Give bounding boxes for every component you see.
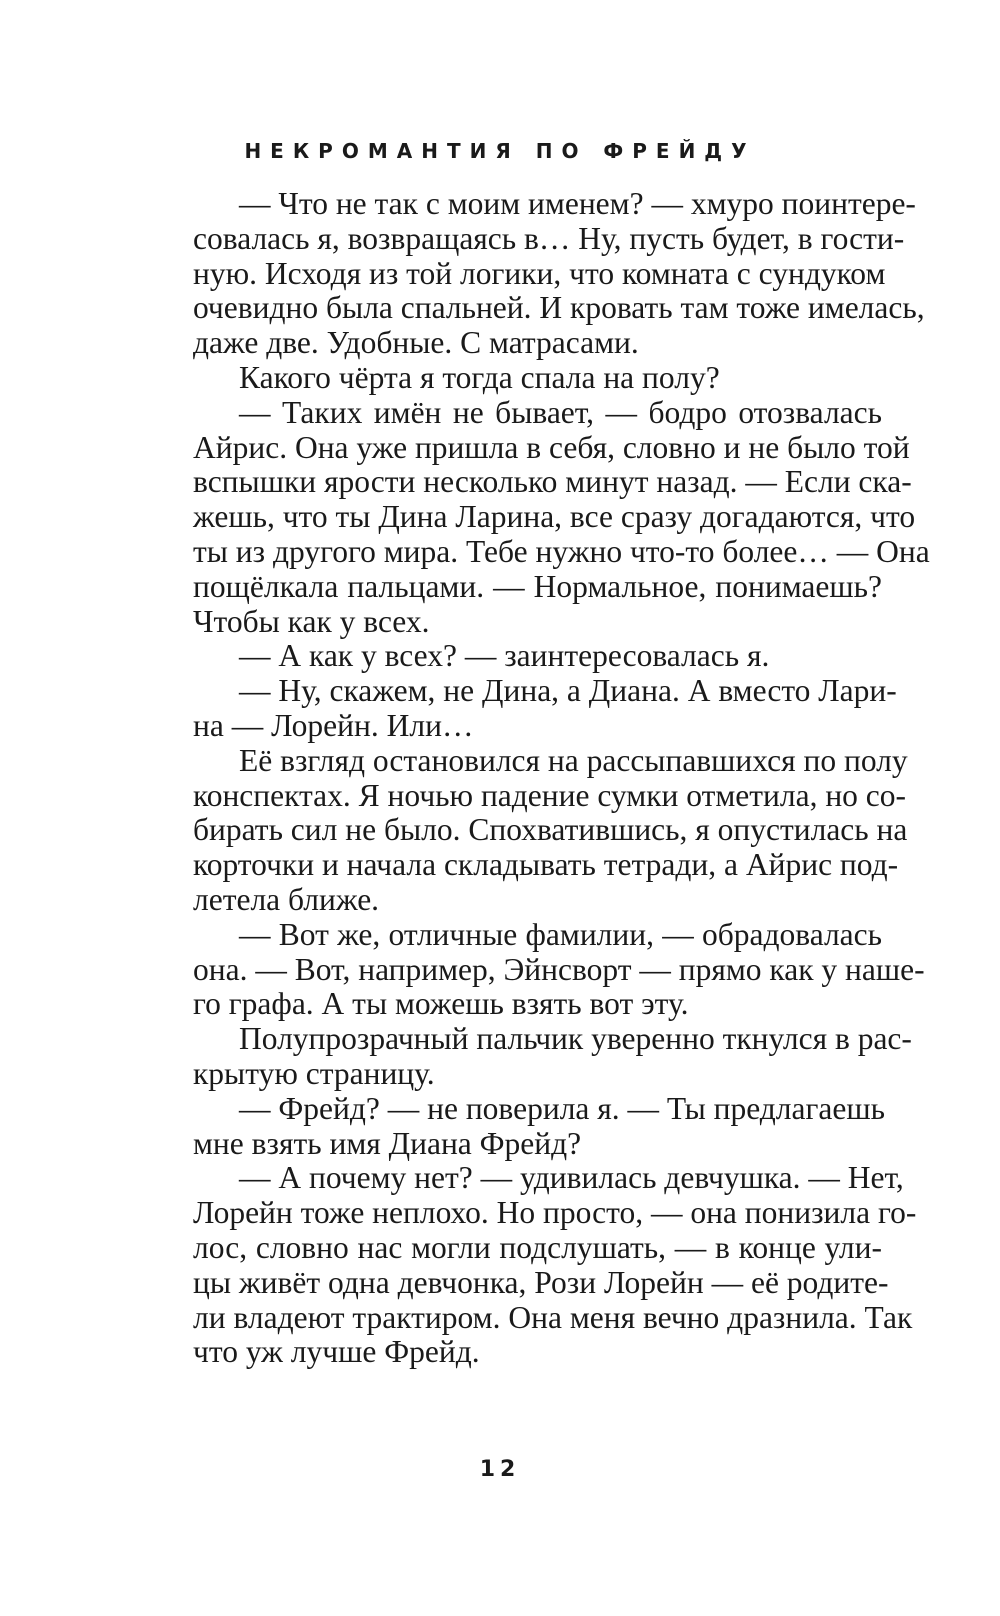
text-line: — Вот же, отличные фамилии, — обрадовалась [239,916,882,952]
text-line: Какого чёрта я тогда спала на полу? [239,359,720,395]
text-line: пощёлкала пальцами. — Нормальное, понимаешь? [193,568,882,604]
text-line: го графа. А ты можешь взять вот эту. [193,986,689,1022]
text-line: — Фрейд? — не поверила я. — Ты предлагаешь [239,1090,886,1126]
page-number: 12 [479,1457,521,1482]
text-line: ную. Исходя из той логики, что комната с сундуком [193,255,886,291]
text-line: очевидно была спальней. И кровать там тоже имелась, [193,290,925,326]
body-text [193,186,930,1370]
text-line: летела ближе. [193,881,380,917]
text-line: — Что не так с моим именем? — хмуро поинтере- [239,186,916,221]
text-line: — А как у всех? — заинтересовалась я. [239,638,770,674]
text-line: на — Лорейн. Или… [193,707,474,743]
text-line: совалась я, возвращаясь в… Ну, пусть будет, в гости- [193,220,905,256]
text-line: — А почему нет? — удивилась девчушка. — Нет, [239,1160,904,1196]
text-line: мне взять имя Диана Фрейд? [193,1125,582,1161]
text-line: Чтобы как у всех. [193,603,430,639]
text-line: — Таких имён не бывает, — бодро отозвалась [239,394,882,430]
text-line: она. — Вот, например, Эйнсворт — прямо как у наше- [193,951,925,987]
text-line: даже две. Удобные. С матрасами. [193,325,639,361]
text-line: ли владеют трактиром. Она меня вечно дразнила. Так [193,1299,913,1335]
text-line: лос, словно нас могли подслушать, — в конце ули- [193,1229,882,1265]
text-line: — Ну, скажем, не Дина, а Диана. А вместо Лари- [239,673,897,709]
text-line: вспышки ярости несколько минут назад. — Если ска- [193,464,912,500]
running-title: НЕКРОМАНТИЯ ПО ФРЕЙДУ [244,139,756,163]
text-line: корточки и начала складывать тетради, а Айрис под- [193,847,899,883]
text-line: цы живёт одна девчонка, Рози Лорейн — её родите- [193,1264,889,1300]
text-line: жешь, что ты Дина Ларина, все сразу догадаются, что [193,499,916,535]
text-line: крытую страницу. [193,1055,435,1091]
text-line: Лорейн тоже неплохо. Но просто, — она понизила го- [193,1195,917,1231]
text-line: Айрис. Она уже пришла в себя, словно и не было той [193,429,910,465]
text-line: что уж лучше Фрейд. [193,1334,480,1370]
text-line: Полупрозрачный пальчик уверенно ткнулся в рас- [239,1021,912,1057]
text-line: конспектах. Я ночью падение сумки отметила, но со- [193,777,907,813]
text-line: Её взгляд остановился на рассыпавшихся по полу [239,742,908,778]
text-line: ты из другого мира. Тебе нужно что-то более… — Она [193,533,930,569]
text-line: бирать сил не было. Спохватившись, я опустилась на [193,812,908,848]
